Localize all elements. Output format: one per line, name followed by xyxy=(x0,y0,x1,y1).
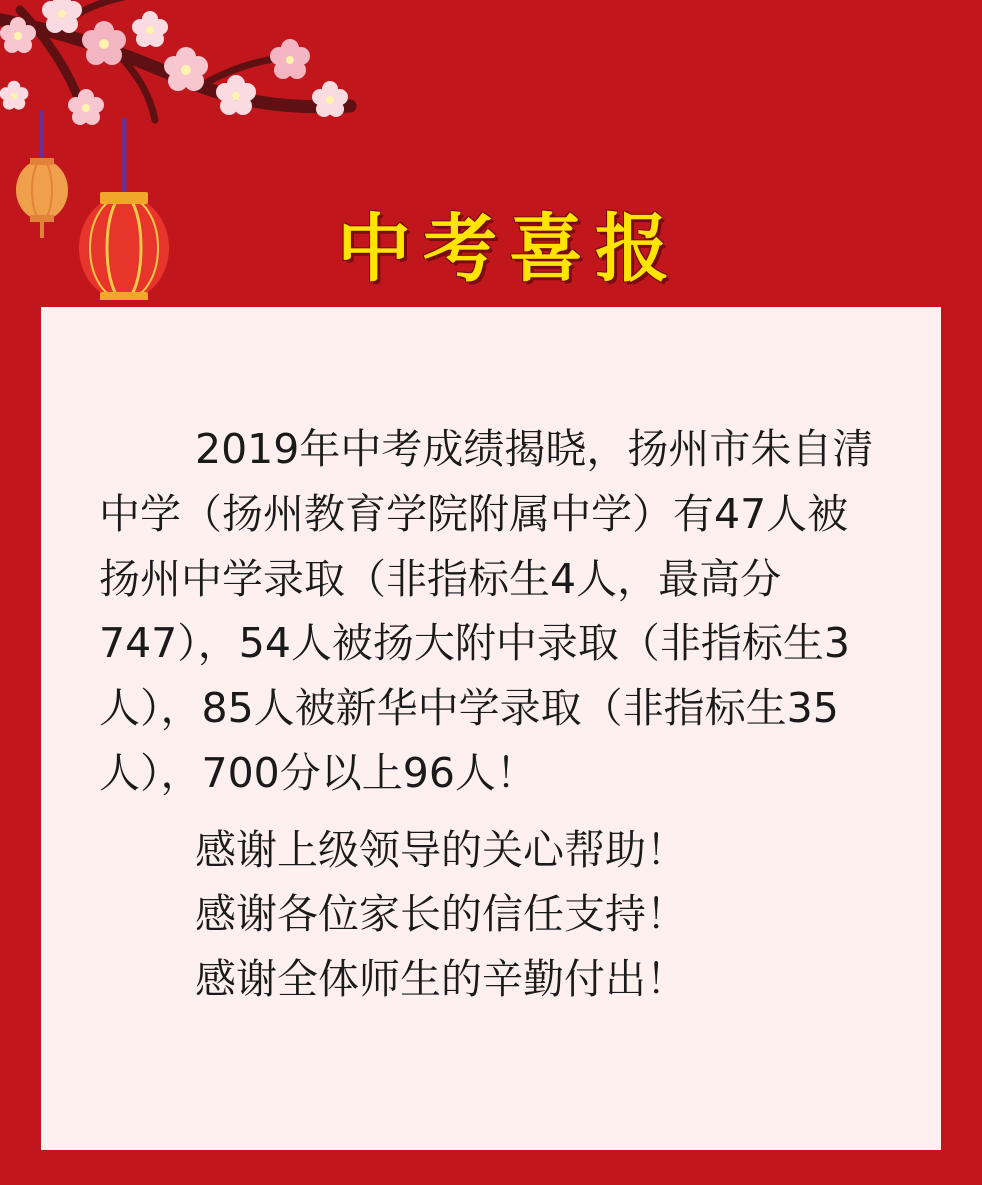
announcement-paragraph: 2019年中考成绩揭晓，扬州市朱自清中学（扬州教育学院附属中学）有47人被扬州中学录取（非指标生4人，最高分747），54人被扬大附中录取（非指标生3人），85人被新华中学录取（非指标生35人），700分以上96人！ xyxy=(99,425,874,797)
announcement-card xyxy=(41,307,941,1150)
page-title: 中考喜报 xyxy=(337,206,681,292)
poster-title-container xyxy=(0,190,982,296)
thanks-line-3: 感谢全体师生的辛勤付出！ xyxy=(195,955,687,1004)
thanks-line-2: 感谢各位家长的信任支持！ xyxy=(195,890,687,939)
plum-blossom-icon xyxy=(0,0,348,125)
thanks-line-1: 感谢上级领导的关心帮助！ xyxy=(195,825,687,874)
branch-icon xyxy=(0,0,350,120)
thanks-block xyxy=(99,818,883,1012)
